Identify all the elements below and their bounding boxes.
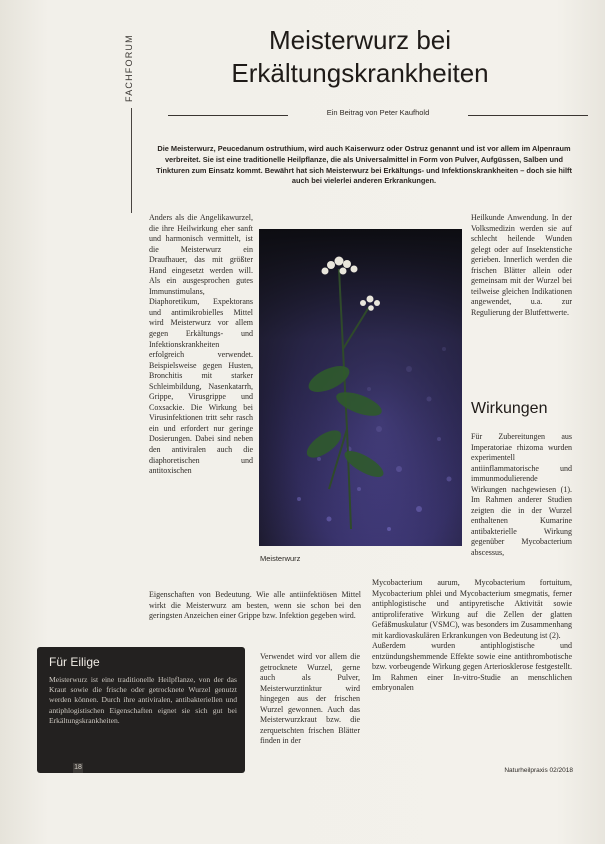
byline-row <box>168 108 588 122</box>
intro-paragraph: Die Meisterwurz, Peucedanum ostruthium, wird auch Kaiserwurz oder Ostruz genannt und ist vor allem im Alpenraum verbreitet. Sie ist eine traditionelle Heilpflanze, die als Universalmittel in Form von Pulver, Aufgüssen, Salben und Tinkturen zum Einsatz kommt. Bewährt hat sich Meisterwurz bei Erkältungs- und Infektionskrankheiten – doch sie hilft auch bei vielerlei anderen Erkrankungen. <box>156 144 572 186</box>
page-number: 18 <box>74 764 82 771</box>
summary-box-paragraph: Meisterwurz ist eine traditionelle Heilpflanze, von der das Kraut sowie die frische oder getrocknete Wurzel genutzt werden können. Durch ihre antiviralen, antibakteriellen und antiphlogistischen Eigenschaften eignet sie sich gut bei Erkältungskrankheiten. <box>49 675 237 725</box>
plant-photo <box>259 229 462 546</box>
body-column-right-mid <box>471 432 572 559</box>
section-heading-wirkungen: Wirkungen <box>471 400 548 417</box>
footer-issue: Naturheilpraxis 02/2018 <box>504 767 573 774</box>
body-text-right-bottom: Mycobacterium aurum, Mycobacterium fortuitum, Mycobacterium phlei und Mycobacterium smegmatis, ferner antiphlogistische und antipyretische Aktivität sowie antiproliferative Wirkung auf die Zellen der glatten Gefäßmuskulatur (VSMC), was besonders im Zusammenhang mit kardiovaskulären Erkrankungen von Bedeutung ist (2). Außerdem wurden antiphlogistische und entzündungshemmende Effekte sowie eine antithrombotische bzw. vorbeugende Wirkung gegen Arteriosklerose festgestellt. Im Rahmen einer In-vitro-Studie an menschlichen embryonalen <box>372 578 572 693</box>
summary-box-title: Für Eilige <box>49 655 100 669</box>
vertical-rule <box>131 108 132 213</box>
body-text-middle: Verwendet wird vor allem die getrocknete Wurzel, gerne auch als Pulver, Meisterwurztinktur wird hingegen aus der frischen Wurzel gewonnen. Auch das Meisterwurzkraut bzw. die zerquetschten frischen Blätter finden in der <box>260 652 360 746</box>
body-text-right-mid: Für Zubereitungen aus Imperatoriae rhizoma wurden experimentell antiinflammatorische und immunmodulierende Wirkungen nachgewiesen (1). Im Rahmen anderer Studien zeigten die in der Wurzel enthaltenen Kumarine antibakterielle Wirkung gegenüber Mycobacterium abscessus, <box>471 432 572 558</box>
body-text-right-top: Heilkunde Anwendung. In der Volksmedizin werden sie auf schlecht heilende Wunden gelegt oder auf Insektenstiche gerieben. Innerlich werden die frischen Blätter allein oder gemeinsam mit der Wurzel bei teilweise gleichen Indikationen angewendet, u.a. zur Regulierung der Blutfettwerte. <box>471 213 572 317</box>
body-column-left <box>149 213 253 477</box>
body-column-middle <box>260 652 360 747</box>
byline: Ein Beitrag von Peter Kaufhold <box>326 108 430 117</box>
summary-box-text <box>49 675 237 726</box>
photo-caption: Meisterwurz <box>260 554 301 563</box>
body-column-right-top <box>471 213 572 318</box>
body-text-span: Eigenschaften von Bedeutung. Wie alle antiinfektiösen Mittel wirkt die Meisterwurz am besten, wenn sie schon bei den geringsten Anzeichen einer Grippe bzw. Infektion gegeben wird. <box>149 590 361 621</box>
body-column-span <box>149 590 361 622</box>
summary-box <box>37 647 245 773</box>
body-column-right-bottom <box>372 578 572 694</box>
section-tag: FACHFORUM <box>124 34 134 102</box>
article-title: Meisterwurz bei Erkältungskrankheiten <box>231 25 489 88</box>
byline-rule-right <box>468 115 588 116</box>
body-text-left: Anders als die Angelikawurzel, die ihre Heilwirkung eher sanft und harmonisch vermittelt, ist die Meisterwurz ein Draufhauer, das mit größter Hand eingesetzt werden will. Als ein ausgesprochen gutes Immunstimulans, Diaphoretikum, Expektorans und antimikrobielles Mittel wird Meisterwurz vor allem gegen Erkältungs- und Infektionskrankheiten erfolgreich verwendet. Beispielsweise gegen Husten, Bronchitis mit starker Schleimbildung, Nasenkatarrh, Grippe, Virusgrippe und Coxsackie. Die Wirkung bei Virusinfektionen tritt sehr rasch ein und erfordert nur geringe Dosierungen. Dabei sind neben den antiviralen auch die diaphoretischen und antitoxischen <box>149 213 253 476</box>
photo-illustration <box>259 229 462 546</box>
